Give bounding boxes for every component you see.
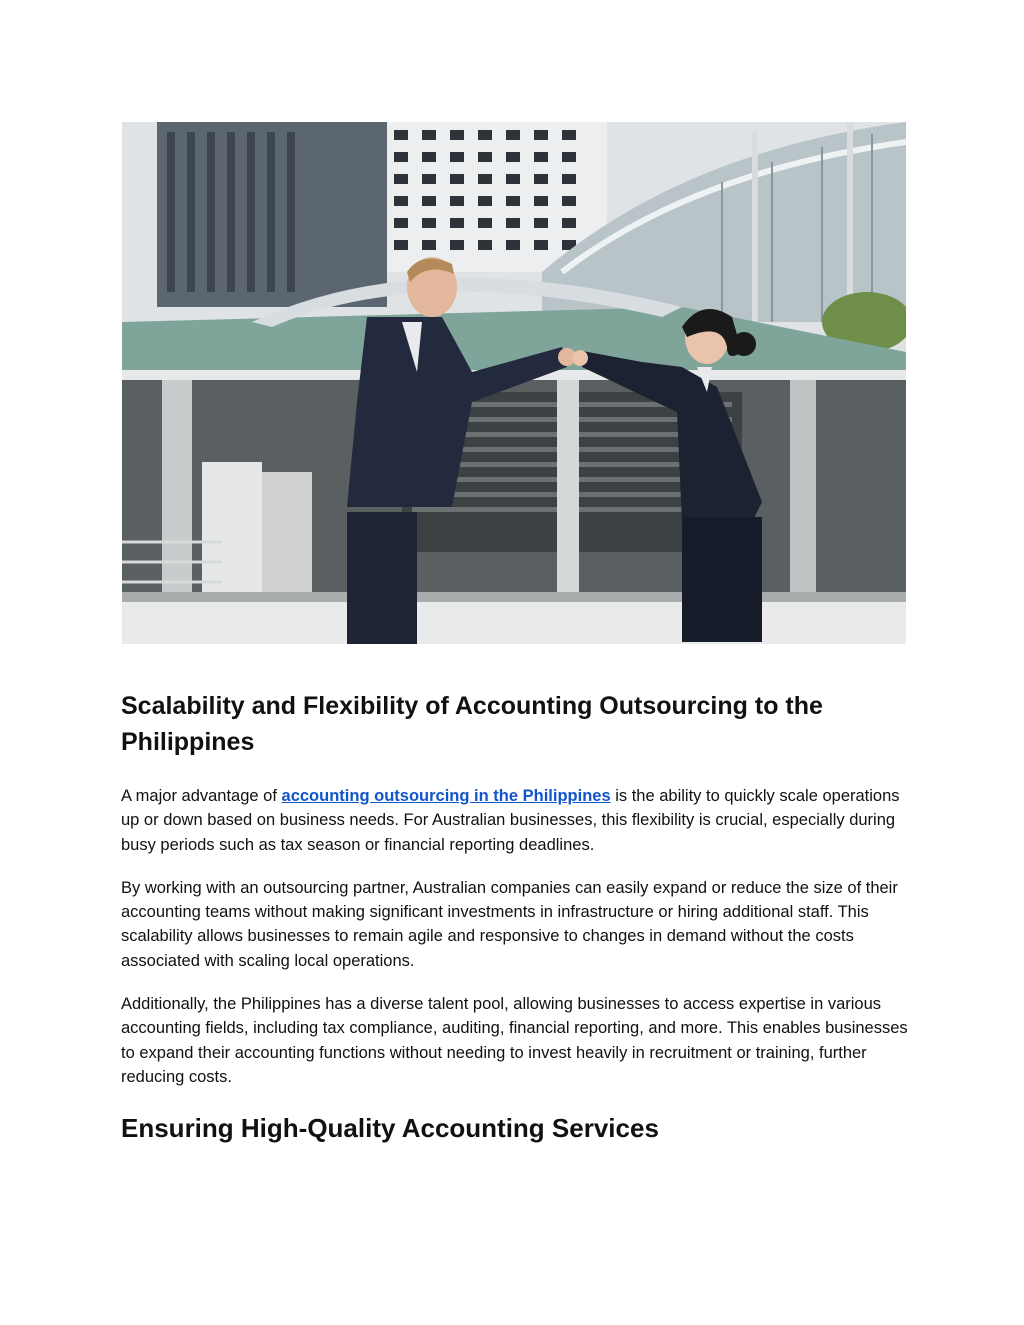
article-photo	[122, 122, 906, 644]
paragraph-advantage-intro: A major advantage of	[121, 787, 282, 805]
section-heading-scalability: Scalability and Flexibility of Accounting Outsourcing to the Philippines	[121, 692, 823, 756]
article-content	[121, 688, 911, 1146]
paragraph-advantage	[121, 784, 911, 857]
paragraph-outsourcing-partner: By working with an outsourcing partner, Australian companies can easily expand or reduce the size of their accounting teams without making significant investments in infrastructure or hiring additional staff. This scalability allows businesses to remain agile and responsive to changes in demand without the costs associated with scaling local operations.	[121, 878, 898, 970]
paragraph-advantage-rest: is the ability to quickly scale operations up or down based on business needs. For Australian businesses, this flexibility is crucial, especially during busy periods such as tax season or financial reporting deadlines.	[121, 787, 900, 854]
section-heading-quality: Ensuring High-Quality Accounting Services	[121, 1113, 659, 1144]
paragraph-talent-pool: Additionally, the Philippines has a diverse talent pool, allowing businesses to access expertise in various accounting fields, including tax compliance, auditing, financial reporting, and more. This enables businesses to expand their accounting functions without needing to invest heavily in recruitment or training, further reducing costs.	[121, 995, 908, 1086]
business-handshake-photo-icon	[122, 122, 906, 644]
accounting-outsourcing-link[interactable]: accounting outsourcing in the Philippines	[281, 787, 611, 805]
